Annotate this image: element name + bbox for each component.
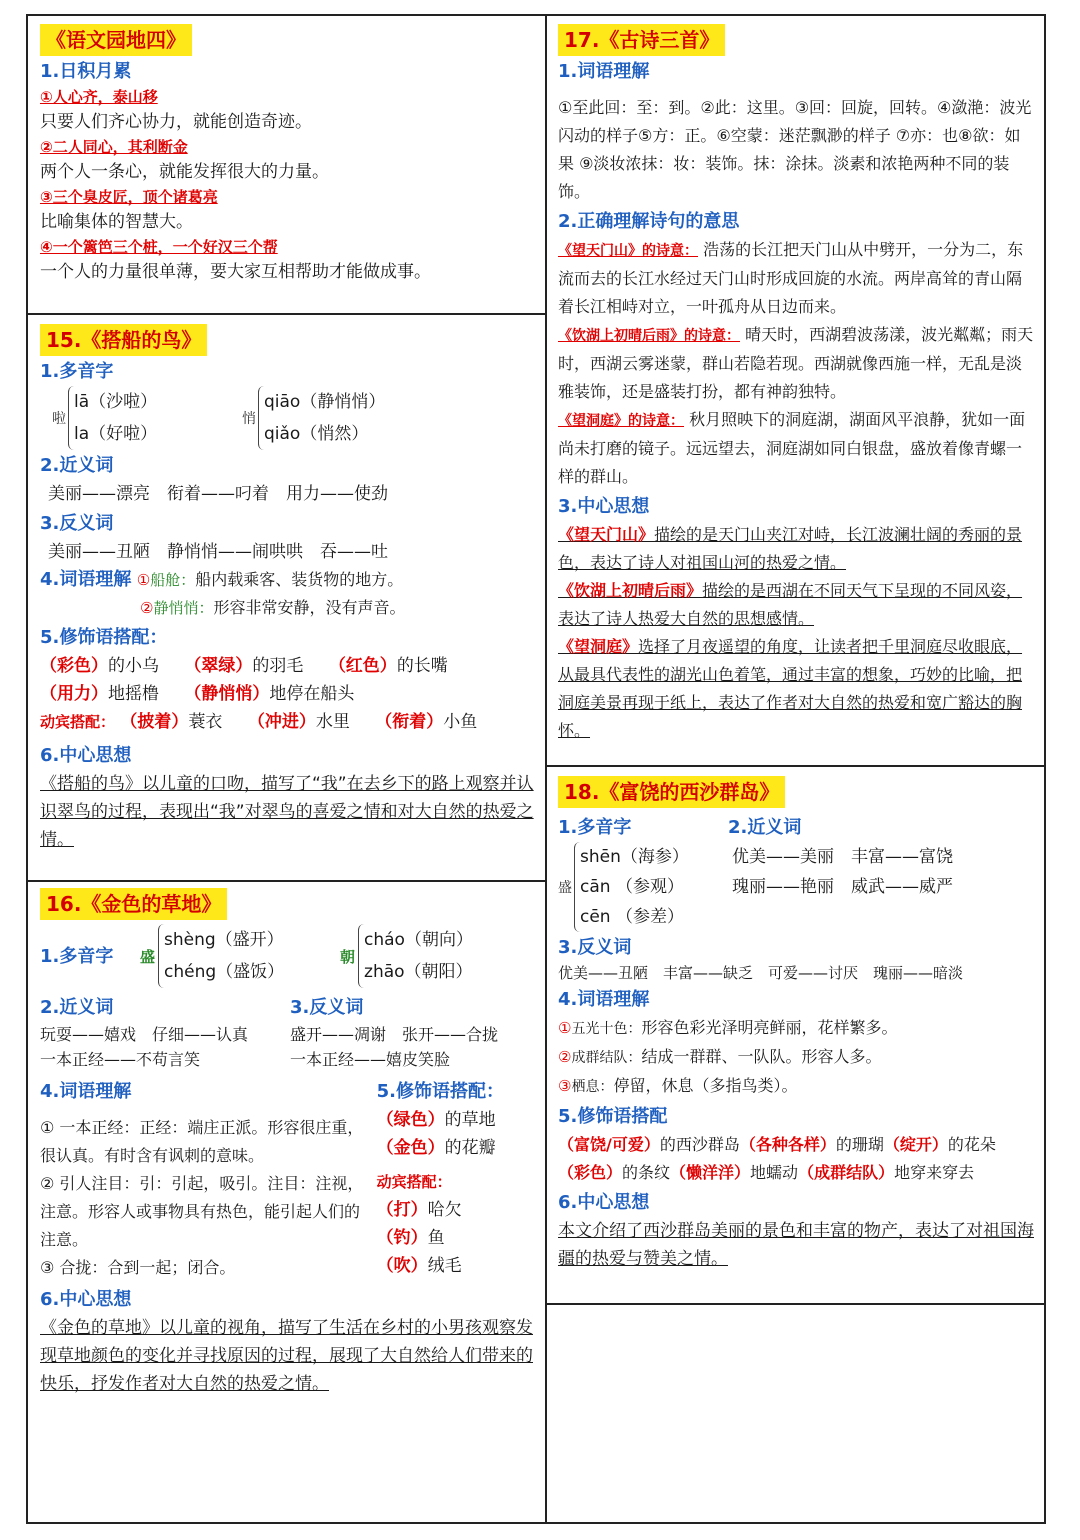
section-furao-de-xisha-qundao: [558, 776, 1036, 1273]
heading-synonyms: 2.近义词: [40, 997, 114, 1018]
antonym-list: 美丽——丑陋 静悄悄——闹哄哄 吞——吐: [48, 542, 388, 562]
term-definition: ② 引人注目：引：引起，吸引。注目：注视，注意。形容人或事物具有热色，能引起人们的注意。: [40, 1174, 364, 1249]
term: 静悄悄：: [153, 599, 214, 617]
poem-meaning: [558, 236, 1036, 321]
modified-word: 地蠕动: [750, 1163, 799, 1182]
modified-word: 的草地: [444, 1110, 496, 1130]
term-definition: ③ 合拢：合到一起；闭合。: [40, 1258, 236, 1277]
heading-word-explain: 4.词语理解: [558, 989, 650, 1010]
heading-word-explain: 4.词语理解: [40, 569, 132, 590]
modifier: （吹）: [376, 1256, 428, 1276]
modifier: （绽开）: [883, 1135, 948, 1154]
modified-word: 蓑衣: [188, 712, 223, 732]
term-definition: 船内载乘客、装货物的地方。: [195, 570, 404, 589]
heading-word-explain: 4.词语理解: [40, 1081, 132, 1102]
modifier-row: [377, 1196, 535, 1224]
antonym-list: 盛开——凋谢 张开——合拢: [290, 1025, 499, 1044]
pinyin-reading: zhāo（朝阳）: [364, 962, 473, 982]
poem-title: 《望洞庭》: [558, 637, 639, 656]
polyphone-group: [140, 924, 340, 988]
pinyin-reading: shēn（海参）: [580, 847, 689, 867]
modified-word: 鱼: [427, 1228, 445, 1248]
polyphone-char: 啦: [52, 411, 66, 427]
section-title: 18.《富饶的西沙群岛》: [558, 776, 785, 808]
section-jinse-de-caodi: [40, 888, 535, 1398]
section-yuwen-yuandi-4: [40, 24, 535, 286]
word-explain-row: [40, 566, 535, 594]
column-divider: [545, 16, 547, 1522]
modifier: （各种各样）: [739, 1135, 836, 1154]
heading-modifiers: 5.修饰语搭配：: [376, 1081, 504, 1102]
heading-central-idea: 6.中心思想: [40, 745, 132, 766]
antonym-list: 优美——丑陋 丰富——缺乏 可爱——讨厌 瑰丽——暗淡: [558, 964, 964, 982]
word-explain-row: [140, 594, 535, 622]
poem-meaning-text: 秋月照映下的洞庭湖，湖面风平浪静，犹如一面尚未打磨的镜子。远远望去，洞庭湖如同白银盘，盛放着像青螺一样的群山。: [558, 410, 1026, 486]
study-sheet: [26, 14, 1046, 1524]
central-idea-text: 本文介绍了西沙群岛美丽的景色和丰富的物产，表达了对祖国海疆的热爱与赞美之情。: [558, 1221, 1034, 1269]
modifier: （成群结队）: [798, 1163, 895, 1182]
word-explain-row: [558, 1072, 1036, 1101]
divider-s18-end: [547, 1303, 1046, 1305]
modifier: （金色）: [376, 1138, 445, 1158]
section-title: 《语文园地四》: [40, 24, 192, 56]
central-idea-text: 描绘的是西湖在不同天气下呈现的不同风姿，表达了诗人热爱大自然的思想感情。: [558, 581, 1023, 628]
polyphone-char: 盛: [140, 947, 156, 966]
term: 栖息：: [571, 1079, 614, 1095]
proverb-label: ③三个臭皮匠，顶个诸葛亮: [40, 188, 218, 206]
modified-word: 哈欠: [427, 1200, 462, 1220]
central-idea-text: 选择了月夜遥望的角度，让读者把千里洞庭尽收眼底，从最具代表性的湖光山色着笔，通过丰富的想象，巧妙的比喻，把洞庭美景再现于纸上，表达了作者对大自然的热爱和宽广豁达的胸怀。: [558, 637, 1023, 740]
modifier-row: [40, 708, 535, 736]
central-idea-text: 《搭船的鸟》以儿童的口吻，描写了“我”在去乡下的路上观察并认识翠鸟的过程，表现出“我”对翠鸟的喜爱之情和对大自然的热爱之情。: [40, 774, 534, 850]
heading-polyphone: 1.多音字: [40, 361, 114, 382]
modifier: （彩色）: [40, 656, 108, 676]
section-title: 15.《搭船的鸟》: [40, 324, 207, 356]
poem-meaning: [558, 406, 1036, 491]
modified-word: 地停在船头: [269, 684, 355, 704]
term: 五光十色：: [571, 1021, 642, 1037]
modifier: （懒洋洋）: [670, 1163, 751, 1182]
divider-s15-s16: [28, 880, 545, 882]
term-definition: 形容非常安静，没有声音。: [213, 598, 406, 617]
proverb-text: 只要人们齐心协力，就能创造奇迹。: [40, 112, 312, 132]
item-number: ①: [558, 1019, 572, 1037]
central-idea: [558, 577, 1036, 633]
pinyin-reading: qiāo（静悄悄）: [264, 392, 386, 412]
modifier-row: [377, 1134, 535, 1162]
poem-meaning-text: 浩荡的长江把天门山从中劈开，一分为二，东流而去的长江水经过天门山时形成回旋的水流。两岸高耸的青山隔着长江相峙对立，一叶孤舟从日边而来。: [558, 240, 1024, 316]
word-explain-row: [558, 1043, 1036, 1072]
heading-polyphone: 1.多音字: [558, 817, 632, 838]
modifier: （彩色）: [558, 1163, 623, 1182]
modifier-row: [377, 1224, 535, 1252]
synonym-list: 玩耍——嬉戏 仔细——认真: [40, 1025, 249, 1044]
heading-modifiers: 5.修饰语搭配：: [40, 627, 168, 648]
heading-central-idea: 6.中心思想: [558, 1192, 650, 1213]
synonym-list: 美丽——漂亮 衔着——叼着 用力——使劲: [48, 484, 388, 504]
modifier: （红色）: [328, 656, 397, 676]
central-idea-text: 《金色的草地》以儿童的视角，描写了生活在乡村的小男孩观察发现草地颜色的变化并寻找原因的过程，展现了大自然给人们带来的快乐，抒发作者对大自然的热爱之情。: [40, 1318, 533, 1394]
item-number: ①: [136, 571, 151, 589]
modifier: （绿色）: [376, 1110, 445, 1130]
heading-accumulation: 1.日积月累: [40, 61, 132, 82]
modifier: （用力）: [40, 684, 108, 704]
modified-word: 的珊瑚: [835, 1135, 884, 1154]
modified-word: 的长嘴: [396, 656, 448, 676]
pinyin-reading: lā（沙啦）: [74, 392, 158, 412]
poem-title: 《望天门山》: [558, 525, 655, 544]
pinyin-reading: chéng（盛饭）: [164, 962, 285, 982]
modifier: （钓）: [376, 1228, 428, 1248]
heading-antonyms: 3.反义词: [40, 513, 114, 534]
proverb-label: ④一个篱笆三个桩，一个好汉三个帮: [40, 238, 278, 256]
proverb-text: 一个人的力量很单薄，要大家互相帮助才能做成事。: [40, 262, 431, 282]
modifier: （打）: [376, 1200, 428, 1220]
divider-s17-s18: [547, 765, 1046, 767]
pinyin-reading: shèng（盛开）: [164, 930, 284, 950]
poem-title: 《饮湖上初晴后雨》: [558, 581, 703, 600]
polyphone-char: 盛: [558, 880, 572, 896]
pinyin-reading: cháo（朝向）: [364, 930, 473, 950]
term-definition: ① 一本正经：正经：端庄正派。形容很庄重，很认真。有时含有讽刺的意味。: [40, 1118, 364, 1165]
modified-word: 水里: [315, 712, 350, 732]
antonym-list: 一本正经——嬉皮笑脸: [290, 1050, 451, 1069]
synonym-list: 优美——美丽 丰富——富饶: [732, 847, 953, 867]
synonym-list: 瑰丽——艳丽 威武——威严: [732, 877, 953, 897]
modifier: （富饶/可爱）: [558, 1135, 660, 1154]
poem-meaning-label: 《饮湖上初晴后雨》的诗意：: [558, 328, 740, 344]
item-number: ③: [558, 1077, 572, 1095]
item-number: ②: [558, 1048, 572, 1066]
verb-object-label: 动宾搭配：: [376, 1173, 452, 1191]
polyphone-char: 悄: [242, 411, 256, 427]
modified-word: 绒毛: [427, 1256, 462, 1276]
modifier: （翠绿）: [184, 656, 253, 676]
modified-word: 的羽毛: [252, 656, 304, 676]
modifier-row: [40, 652, 535, 680]
heading-antonyms: 3.反义词: [558, 937, 632, 958]
term-definition: 形容色彩光泽明亮鲜丽，花样繁多。: [641, 1018, 898, 1037]
modified-word: 地穿来穿去: [894, 1163, 975, 1182]
modifier: （衔着）: [375, 712, 444, 732]
heading-word-explain: 1.词语理解: [558, 61, 650, 82]
divider-s14-s15: [28, 313, 545, 315]
modified-word: 的小乌: [108, 656, 159, 676]
modified-word: 地摇橹: [108, 684, 159, 704]
proverb-label: ②二人同心，其利断金: [40, 138, 188, 156]
polyphone-group: [242, 386, 385, 450]
modified-word: 的西沙群岛: [659, 1135, 740, 1154]
heading-synonyms: 2.近义词: [40, 455, 114, 476]
heading-synonyms: 2.近义词: [728, 817, 802, 838]
central-idea: [558, 633, 1036, 745]
term-definition: 停留，休息（多指鸟类）。: [613, 1076, 798, 1095]
modified-word: 小鱼: [443, 712, 478, 732]
polyphone-group: [558, 842, 728, 932]
proverb-label: ①人心齐，泰山移: [40, 88, 158, 106]
section-title: 16.《金色的草地》: [40, 888, 227, 920]
heading-antonyms: 3.反义词: [290, 997, 364, 1018]
heading-poem-meaning: 2.正确理解诗句的意思: [558, 211, 740, 232]
modifier-row: [558, 1159, 1036, 1187]
modified-word: 的花朵: [947, 1135, 996, 1154]
section-gushi-sanshou: [558, 24, 1036, 745]
heading-modifiers: 5.修饰语搭配: [558, 1106, 668, 1127]
poem-meaning-label: 《望洞庭》的诗意：: [558, 413, 684, 429]
modifier: （静悄悄）: [184, 684, 270, 704]
heading-central-idea: 3.中心思想: [558, 496, 650, 517]
pinyin-reading: cān （参观）: [580, 877, 684, 897]
proverb-text: 比喻集体的智慧大。: [40, 212, 193, 232]
poem-meaning: [558, 321, 1036, 406]
term-definition: 结成一群群、一队队。形容人多。: [641, 1047, 882, 1066]
term: 船舱：: [150, 571, 196, 589]
heading-polyphone: 1.多音字: [40, 946, 114, 967]
synonym-list: 一本正经——不苟言笑: [40, 1050, 201, 1069]
modified-word: 的花瓣: [444, 1138, 496, 1158]
modifier: （披着）: [120, 712, 189, 732]
central-idea: [558, 521, 1036, 577]
verb-object-label: 动宾搭配：: [40, 713, 116, 731]
pinyin-reading: cēn （参差）: [580, 907, 684, 927]
poem-meaning-text: 晴天时，西湖碧波荡漾，波光粼粼；雨天时，西湖云雾迷蒙，群山若隐若现。西湖就像西施一样，无乱是淡雅装饰，还是盛装打扮，都有神韵独特。: [558, 325, 1034, 401]
word-explain-text: ①至此回：至：到。②此：这里。③回：回旋，回转。④潋滟：波光闪动的样子⑤方：正。⑥空蒙：迷茫飘渺的样子 ⑦亦：也⑧欲：如果 ⑨淡妆浓抹：妆：装饰。抹：涂抹。淡素和浓艳两种不同的装饰。: [558, 98, 1032, 201]
poem-meaning-label: 《望天门山》的诗意：: [558, 243, 698, 259]
polyphone-group: [52, 386, 242, 450]
word-explain-row: [558, 1014, 1036, 1043]
section-title: 17.《古诗三首》: [558, 24, 725, 56]
modifier-row: [377, 1252, 535, 1280]
central-idea-text: 描绘的是天门山夹江对峙，长江波澜壮阔的秀丽的景色，表达了诗人对祖国山河的热爱之情。: [558, 525, 1023, 572]
modifier-row: [558, 1131, 1036, 1159]
pinyin-reading: la（好啦）: [74, 424, 158, 444]
pinyin-reading: qiǎo（悄然）: [264, 424, 369, 444]
modifier-row: [40, 680, 535, 708]
modifier: （冲进）: [247, 712, 316, 732]
heading-central-idea: 6.中心思想: [40, 1289, 132, 1310]
polyphone-char: 朝: [340, 947, 356, 966]
modifier-row: [377, 1106, 535, 1134]
section-dachuan-de-niao: [40, 324, 535, 854]
term: 成群结队：: [571, 1050, 642, 1066]
item-number: ②: [140, 599, 154, 617]
modified-word: 的条纹: [622, 1163, 671, 1182]
proverb-text: 两个人一条心，就能发挥很大的力量。: [40, 162, 329, 182]
polyphone-group: [340, 924, 473, 988]
